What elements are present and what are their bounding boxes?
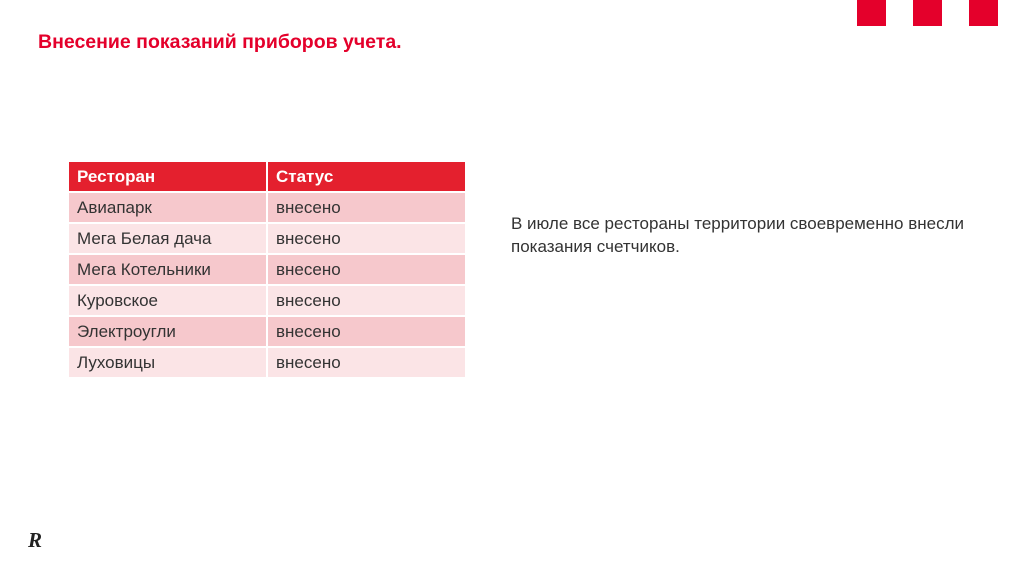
restaurant-name: Мега Белая дача <box>69 224 268 255</box>
table-header-row <box>69 162 465 193</box>
table-row <box>69 224 465 255</box>
restaurant-status: внесено <box>268 193 465 224</box>
brand-logo-icon: R <box>28 528 43 552</box>
stripe-decoration <box>913 0 942 26</box>
restaurant-status: внесено <box>268 255 465 286</box>
restaurant-status-table <box>69 162 465 379</box>
table-row <box>69 255 465 286</box>
restaurant-name: Электроугли <box>69 317 268 348</box>
restaurant-status: внесено <box>268 286 465 317</box>
restaurant-status: внесено <box>268 224 465 255</box>
summary-note: В июле все рестораны территории своевременно внесли показания счетчиков. <box>511 214 964 256</box>
slide-title: Внесение показаний приборов учета. <box>38 31 402 53</box>
restaurant-name: Луховицы <box>69 348 268 379</box>
stripe-decoration <box>969 0 998 26</box>
header-status: Статус <box>268 162 465 193</box>
corner-stripes <box>857 0 998 26</box>
header-restaurant: Ресторан <box>69 162 268 193</box>
restaurant-status: внесено <box>268 348 465 379</box>
table-row <box>69 286 465 317</box>
restaurant-name: Мега Котельники <box>69 255 268 286</box>
table-row <box>69 348 465 379</box>
restaurant-name: Куровское <box>69 286 268 317</box>
stripe-decoration <box>857 0 886 26</box>
restaurant-name: Авиапарк <box>69 193 268 224</box>
table-row <box>69 317 465 348</box>
restaurant-status: внесено <box>268 317 465 348</box>
table-row <box>69 193 465 224</box>
